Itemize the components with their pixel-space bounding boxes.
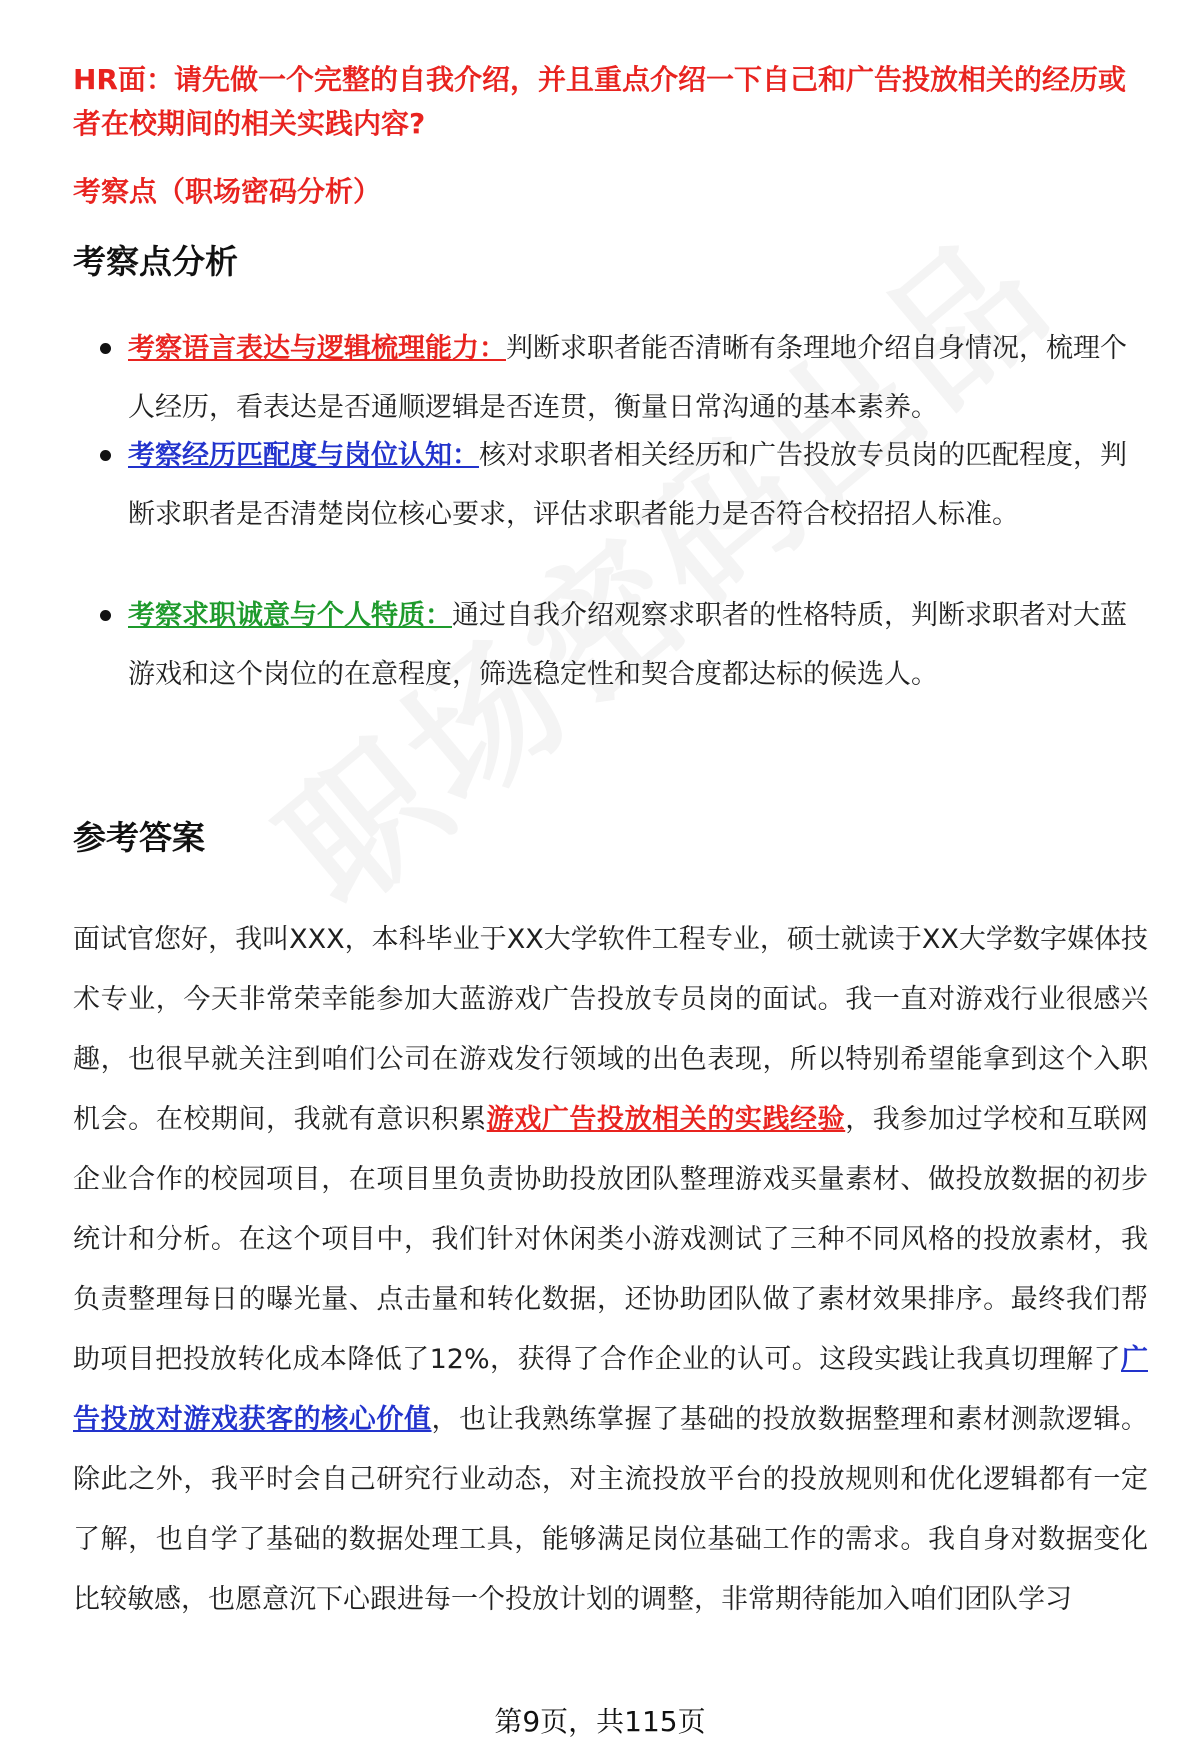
- answer-text: ，我参加过学校和互联网企业合作的校园项目，在项目里负责协助投放团队整理游戏买量素材、做投放数据的初步统计和分析。在这个项目中，我们针对休闲类小游戏测试了三种不同风格的投放素材，我负责整理每日的曝光量、点击量和转化数据，还协助团队做了素材效果排序。最终我们帮助项目把投放转化成本降低了12%，获得了合作企业的认可。这段实践让我真切理解了: [73, 1104, 1149, 1375]
- page-number: 第9页，共115页: [494, 1705, 706, 1738]
- answer-text: ，也让我熟练掌握了基础的投放数据整理和素材测款逻辑。除此之外，我平时会自己研究行业动态，对主流投放平台的投放规则和优化逻辑都有一定了解，也自学了基础的数据处理工具，能够满足岗位基础工作的需求。我自身对数据变化比较敏感，也愿意沉下心跟进每一个投放计划的调整，非常期待能加入咱们团队学习: [73, 1404, 1149, 1615]
- analysis-text: 核对求职者相关经历和广告投放专员岗的匹配程度，判断求职者是否清楚岗位核心要求，评估求职者能力是否符合校招招人标准。: [128, 440, 1127, 530]
- analysis-keyword: 考察求职诚意与个人特质：: [128, 600, 452, 631]
- analysis-keyword: 考察经历匹配度与岗位认知：: [128, 440, 479, 471]
- analysis-subheading: 考察点（职场密码分析）: [73, 175, 382, 208]
- analysis-item: [128, 586, 1148, 704]
- analysis-heading: 考察点分析: [73, 242, 238, 281]
- answer-highlight: 游戏广告投放相关的实践经验: [486, 1104, 846, 1135]
- watermark: [230, 178, 1086, 945]
- answer-text: 面试官您好，我叫XXX，本科毕业于XX大学软件工程专业，硕士就读于XX大学数字媒体技术专业，今天非常荣幸能参加大蓝游戏广告投放专员岗的面试。我一直对游戏行业很感兴趣，也很早就关注到咱们公司在游戏发行领域的出色表现，所以特别希望能拿到这个入职机会。在校期间，我就有意识积累: [73, 924, 1148, 1135]
- bullet-dot: [100, 610, 111, 621]
- analysis-keyword: 考察语言表达与逻辑梳理能力：: [128, 333, 506, 364]
- analysis-text: 判断求职者能否清晰有条理地介绍自身情况，梳理个人经历，看表达是否通顺逻辑是否连贯，衡量日常沟通的基本素养。: [128, 333, 1127, 423]
- answer-highlight: 广告投放对游戏获客的核心价值: [73, 1344, 1148, 1435]
- answer-heading: 参考答案: [73, 818, 205, 857]
- bullet-dot: [100, 450, 111, 461]
- answer-paragraph: [73, 910, 1148, 1630]
- analysis-item: [128, 319, 1148, 437]
- analysis-item: [128, 426, 1148, 544]
- interview-question: HR面：请先做一个完整的自我介绍，并且重点介绍一下自己和广告投放相关的经历或者在校期间的相关实践内容?: [73, 63, 1126, 140]
- analysis-text: 通过自我介绍观察求职者的性格特质，判断求职者对大蓝游戏和这个岗位的在意程度，筛选稳定性和契合度都达标的候选人。: [128, 600, 1127, 690]
- bullet-dot: [100, 343, 111, 354]
